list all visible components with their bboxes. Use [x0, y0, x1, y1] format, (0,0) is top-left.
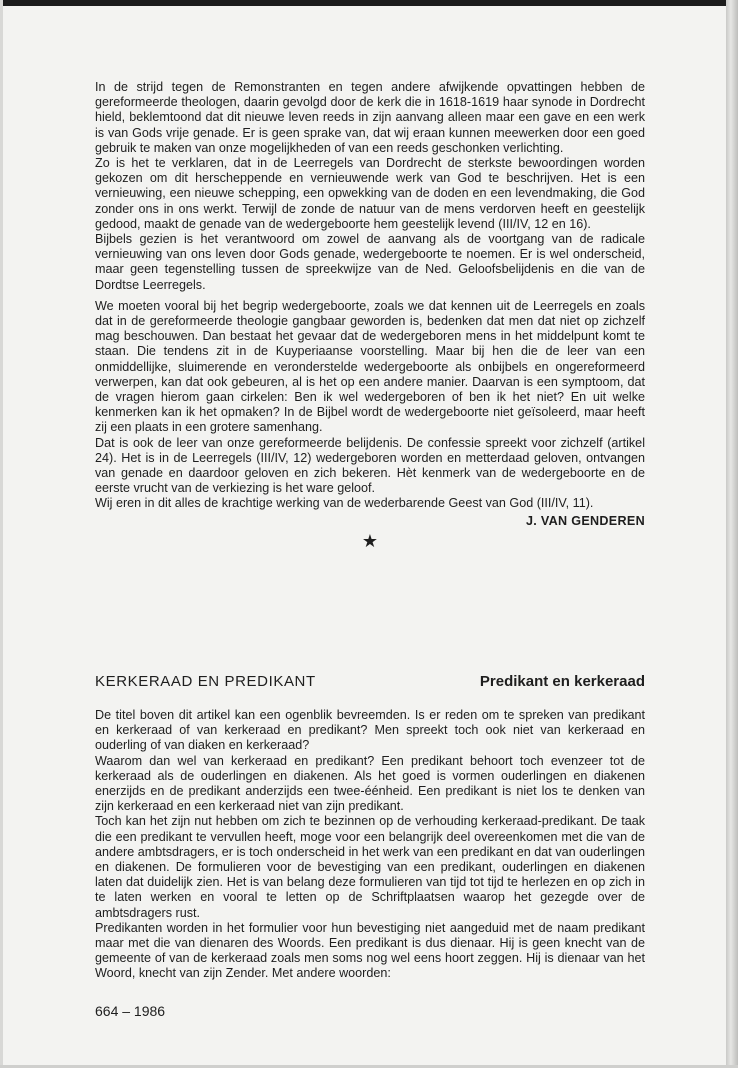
top-border	[0, 0, 738, 6]
article1-paragraph: In de strijd tegen de Remonstranten en tegen andere afwijkende opvattingen hebben de gereformeerde theologen, daarin gevolgd door de kerk die in 1618-1619 haar synode in Dordrecht hield, beklemtoond dat dit nieuwe leven reeds in zijn aanvang alleen maar een gave en een werk is van Gods vrije genade. Er is geen sprake van, dat wij eraan kunnen meewerken door een goed gebruik te maken van onze mogelijkheden of van een reeds geschonken verlichting.	[95, 80, 645, 155]
left-page-edge	[0, 0, 3, 1068]
article1-paragraph: We moeten vooral bij het begrip wedergeboorte, zoals we dat kennen uit de Leerregels en zoals dat in de gereformeerde theologie gangbaar geworden is, bedenken dat men dat niet op zichzelf mag beschouwen. Dan bestaat het gevaar dat de wedergeboren mens in het middelpunt komt te staan. Die tendens zit in de Kuyperiaanse voorstelling. Maar bij hen die de leer van een onmiddellijke, sluimerende en veronderstelde wedergeboorte als onbijbels en ongereformeerd verwerpen, kan dat ook gebeuren, al is het op een andere manier. Daarvan is een symptoom, dat de vragen hierom gaan cirkelen: Ben ik wel wedergeboren of ben ik het niet? En uit welke kenmerken kan ik het opmaken? In de Bijbel wordt de wedergeboorte niet geïsoleerd, maar heeft zij een plaats in een grotere samenhang.	[95, 298, 645, 435]
article2-paragraph: Toch kan het zijn nut hebben om zich te bezinnen op de verhouding kerkeraad-predikant. De taak die een predikant te vervullen heeft, moge voor een belangrijk deel overeenkomen met die van de andere ambtsdragers, er is toch onderscheid in het werk van een predikant en dat van ouderlingen en diakenen. De formulieren voor de bevestiging van een predikant, ouderlingen en diakenen laten dat duidelijk zien. Het is van belang deze formulieren van tijd tot tijd te herlezen en op zich in te laten werken en vooral te letten op de Schriftplaatsen waarop het gezegde over de ambtsdragers rust.	[95, 814, 645, 920]
star-separator-icon: ★	[361, 530, 379, 551]
article1-paragraph: Zo is het te verklaren, dat in de Leerregels van Dordrecht de sterkste bewoordingen worden gekozen om dit herscheppende en vernieuwende werk van God te beschrijven. Het is een vernieuwing, een nieuwe schepping, een opwekking van de doden en een levendmaking, die God zonder ons in ons werkt. Terwijl de zonde de natuur van de mens verdorven heeft en geestelijk gedood, maakt de genade van de wedergeboorte hem geestelijk levend (III/IV, 12 en 16).	[95, 156, 645, 231]
article1-body	[95, 80, 645, 552]
article2-header	[95, 673, 645, 690]
article1-paragraph: Wij eren in dit alles de krachtige werking van de wederbarende Geest van God (III/IV, 11).	[95, 496, 594, 511]
article1-paragraph: Dat is ook de leer van onze gereformeerde belijdenis. De confessie spreekt voor zichzelf (artikel 24). Het is in de Leerregels (III/IV, 12) wedergeboren worden en metterdaad geloven, ontvangen van genade en daardoor geloven en zich bekeren. Hèt kenmerk van de wedergeboorte en de eerste vrucht van de verkiezing is het ware geloof.	[95, 435, 645, 496]
article2-title: KERKERAAD EN PREDIKANT	[95, 673, 316, 690]
article2-subtitle: Predikant en kerkeraad	[479, 673, 645, 690]
article2-paragraph: Waarom dan wel van kerkeraad en predikant? Een predikant behoort toch evenzeer tot de kerkeraad als de ouderlingen en diakenen. Als het goed is vormen ouderlingen en diakenen enerzijds en de predikant anderzijds een twee-éénheid. Een predikant is niet los te denken van zijn kerkeraad en een kerkeraad niet van zijn predikant.	[95, 753, 645, 814]
article2-body	[95, 708, 645, 982]
author-signature: J. VAN GENDEREN	[525, 513, 645, 528]
article1-paragraph: Bijbels gezien is het verantwoord om zowel de aanvang als de voortgang van de radicale vernieuwing van ons leven door Gods genade, wedergeboorte te noemen. Er is wel onderscheid, maar geen tegenstelling tussen de spreekwijze van de Ned. Geloofsbelijdenis en die van de Dordtse Leerregels.	[95, 232, 645, 292]
article2-paragraph: Predikanten worden in het formulier voor hun bevestiging niet aangeduid met de naam predikant maar met die van dienaren des Woords. Een predikant is dus dienaar. Hij is geen knecht van de gemeente of van de kerkeraad zoals men soms nog wel eens hoort zeggen. Hij is dienaar van het Woord, knecht van zijn Zender. Met andere woorden:	[95, 920, 645, 981]
right-page-edge	[726, 0, 738, 1068]
article2-paragraph: De titel boven dit artikel kan een ogenblik bevreemden. Is er reden om te spreken van predikant en kerkeraad of van kerkeraad en predikant? Men spreekt toch ook niet van kerkeraad en ouderling of van diaken en kerkeraad?	[95, 708, 645, 753]
page-number: 664 – 1986	[95, 1003, 166, 1019]
